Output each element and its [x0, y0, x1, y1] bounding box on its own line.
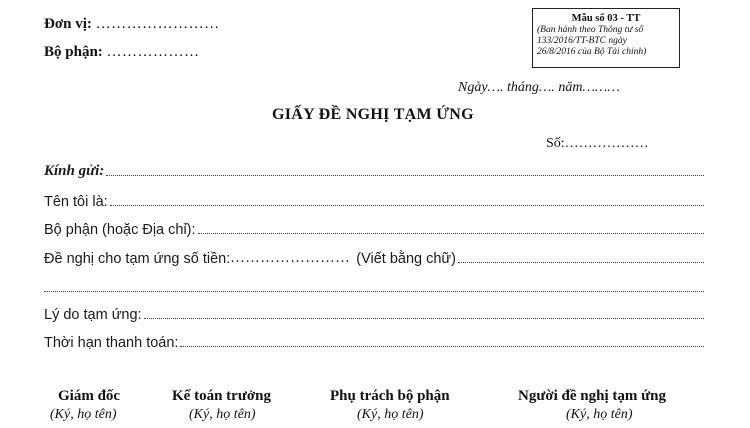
signature-chief-accountant-title: Kế toán trưởng: [172, 388, 271, 404]
reason-label: Lý do tạm ứng:: [44, 307, 142, 323]
amount-label: Đề nghị cho tạm ứng số tiền:: [44, 251, 231, 267]
signature-department-head-note: (Ký, họ tên): [357, 407, 424, 422]
form-reference-line-2: 133/2016/TT-BTC ngày: [537, 36, 627, 46]
department-address-field: [44, 218, 704, 238]
recipient-input-line[interactable]: [106, 174, 704, 176]
reason-input-line[interactable]: [144, 317, 704, 319]
signature-chief-accountant-note: (Ký, họ tên): [189, 407, 256, 422]
amount-in-words-input-line[interactable]: [458, 261, 704, 263]
recipient-label: Kính gửi:: [44, 163, 105, 179]
document-number: Số:………………: [546, 136, 649, 151]
department-label: Bộ phận:: [44, 44, 103, 60]
payment-deadline-label: Thời hạn thanh toán:: [44, 335, 179, 351]
form-reference-line-3: 26/8/2016 của Bộ Tài chính): [537, 47, 647, 57]
signature-requester-note: (Ký, họ tên): [566, 407, 633, 422]
name-input-line[interactable]: [110, 204, 704, 206]
signature-director-title: Giám đốc: [58, 388, 121, 404]
amount-field: [44, 247, 704, 267]
unit-dots: ……………………: [95, 16, 220, 32]
amount-number-dots[interactable]: ……………………: [230, 250, 351, 266]
name-label: Tên tôi là:: [44, 194, 108, 210]
department-address-input-line[interactable]: [198, 232, 704, 234]
date-line: Ngày…. tháng…. năm………: [458, 80, 620, 95]
signature-requester-title: Người đề nghị tạm ứng: [518, 388, 666, 404]
form-code: Mẫu số 03 - TT: [571, 13, 641, 24]
form-reference-line-1: (Ban hành theo Thông tư số: [537, 25, 644, 35]
recipient-field: [44, 160, 704, 180]
department-dots: ………………: [106, 44, 200, 60]
department-line: [44, 44, 200, 61]
unit-label: Đơn vị:: [44, 16, 92, 32]
amount-continuation-field: [44, 276, 704, 296]
name-field: [44, 190, 704, 210]
form-code-box: [532, 8, 680, 68]
amount-in-words-label: (Viết bằng chữ): [356, 251, 456, 267]
department-address-label: Bộ phận (hoặc Địa chỉ):: [44, 222, 196, 238]
reason-field: [44, 303, 704, 323]
unit-line: [44, 16, 220, 33]
signature-department-head-title: Phụ trách bộ phận: [330, 388, 450, 404]
amount-continuation-input-line[interactable]: [44, 290, 704, 292]
payment-deadline-input-line[interactable]: [180, 345, 704, 347]
signature-director-note: (Ký, họ tên): [50, 407, 117, 422]
payment-deadline-field: [44, 331, 704, 351]
document-title: GIẤY ĐỀ NGHỊ TẠM ỨNG: [272, 106, 474, 123]
